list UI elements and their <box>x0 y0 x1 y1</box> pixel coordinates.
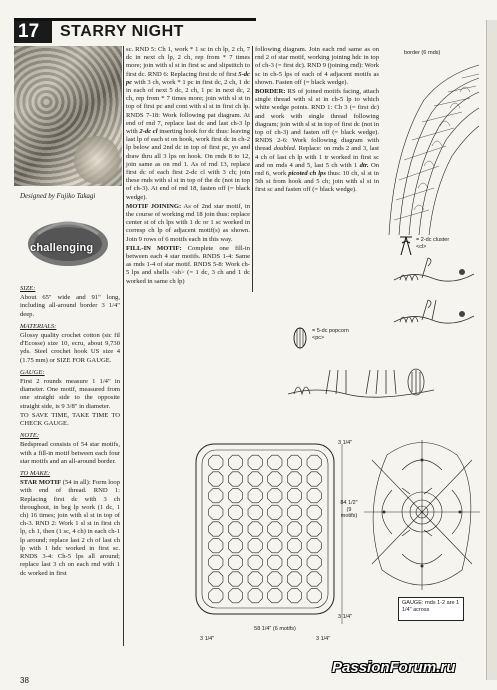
border-text: RS of joined motifs facing, attach single thread with sl st in ch-5 lp to which white wedge points. RND 1: Ch 3 (= first dc) and work with single thread following diagram; join with sl st in top of first dc (not in top of ch-3) and fasten off (= black wedge). RNDS 2-6: Work following diagram with thread <box>255 88 379 153</box>
border-width-lower: 3 1/4" <box>338 614 353 620</box>
star-motif-octagon <box>228 589 242 603</box>
materials-text: Glossy quality crochet cotton (sic fil d'Ecosse) size 10, ecru, about 9,730 yds. Steel crochet hook US size 4 (1.75 mm) or SIZE FOR GAUGE. <box>20 332 120 364</box>
star-motif-octagon <box>248 522 262 536</box>
pattern-title: STARRY NIGHT <box>60 23 184 40</box>
star-motif-octagon <box>209 589 223 603</box>
motif-stitch-diagram <box>362 430 484 596</box>
star-motif-octagon <box>209 505 223 519</box>
dimension-line <box>340 444 344 624</box>
star-motif-octagon <box>209 555 223 569</box>
popcorn-label: = 5-dc popcorn <pc> <box>312 328 349 341</box>
star-motif-text: (54 in all): Form loop with end of thread. RND 1: Replacing first dc with 3 ch throughout, in beg lp work (1 dc, 1 ch) 16 times; join with sl st in top of ch-3. RND 2: Work 1 sl st in first ch lp, ch 1, then (1 sc, 4 ch) in each ch-1 lp around; replace last 2 ch of last ch lp with 1 hdc worked in first sc. RNDS 3-4: Ch-5 lps all around; replace last 3 ch on each rnd with 1 dc worked in first <box>20 479 120 577</box>
star-motif-octagon <box>228 455 242 469</box>
gauge-text: First 2 rounds measure 1 1/4" in diameter. One motif, measured from one straight side to the opposite straight side, is 9 3/8" in diameter. <box>20 378 120 410</box>
note-heading: NOTE: <box>20 432 40 440</box>
star-motif-octagon <box>268 472 282 486</box>
star-motif-octagon <box>209 455 223 469</box>
column-instructions <box>126 46 250 287</box>
column-border <box>255 46 379 196</box>
star-motif-octagon <box>287 522 301 536</box>
star-motif-octagon <box>248 572 262 586</box>
page-number: 38 <box>20 676 29 685</box>
border-stitch-diagram <box>384 60 484 240</box>
gauge-heading: GAUGE: <box>20 368 45 376</box>
cluster-label: = 2-dc cluster <cl> <box>416 237 450 250</box>
star-motif-octagon <box>248 489 262 503</box>
star-motif-octagon <box>307 572 321 586</box>
star-motif-octagon <box>248 589 262 603</box>
bedspread-photo <box>14 46 122 186</box>
star-motif-octagon <box>248 472 262 486</box>
rounds-text: sc. RND 5: Ch 1, work * 1 sc in ch lp, 2 ch, 7 dc in next ch lp, 2 ch, rep from * 7 times more; join with sl st in first sc and slipstitch to first dc. RND 6: Replacing first dc of first <box>126 46 250 78</box>
star-motif-octagon <box>268 522 282 536</box>
star-motif-heading: STAR MOTIF <box>20 479 62 487</box>
border-text-2: Replace: on rnds 2 and 3, last 4 ch of last ch lp with 1 tr worked in first sc and on rnds 4 and 5, last 5 ch with 1 <box>255 145 380 169</box>
rounds-text-2: with 3 ch, work * 1 pc in first dc, 2 ch, 1 dc in each of next 5 dc, 2 ch, 1 pc in next dc, 2 ch, rep from * 7 times more; join with sl st in top of first pc and cont with sl st in first ch lp. RNDS 7-18: Work following pat diagram. At end of rnd 7, replace last dc and last ch-3 lp with <box>126 78 250 136</box>
star-motif-octagon <box>209 472 223 486</box>
size-text: About 65" wide and 91" long, including all-around border 3 1/4" deep. <box>20 294 120 318</box>
border-width-left: 3 1/4" <box>200 636 215 642</box>
star-motif-octagon <box>209 572 223 586</box>
pattern-header <box>14 18 256 42</box>
border-width-top: 3 1/4" <box>338 440 353 446</box>
materials-heading: MATERIALS: <box>20 322 57 330</box>
star-motif-octagon <box>307 472 321 486</box>
doubled-term: doubled. <box>273 145 297 153</box>
star-motif-octagon <box>287 489 301 503</box>
star-motif-octagon <box>248 455 262 469</box>
picoted-term: picoted ch lps <box>288 170 326 178</box>
star-motif-octagon <box>287 572 301 586</box>
rounds-text-3: inserting hook for dc thus: leaving last lp of each st on hook, work first dc in ch-2 lp below and 2nd dc in top of first pc, yo and draw thru all 3 lps on hook. On rnds 8 to 12, join same as on rnd 1. As of rnd 13, replace first dc of each first 2-dc cl with 3 ch; join these rnds with sl st in top of the dc (not in top of ch-3). At end of rnd 18, fasten off (= black wedge). <box>126 128 250 201</box>
page-edge-tab <box>486 20 497 680</box>
dtr-term: dtr. <box>359 161 369 169</box>
pc-term: 5-dc pc <box>126 70 250 86</box>
cluster-steps-illustration <box>392 256 476 336</box>
fill-in-text: Complete one fill-in between each 4 star motifs. RNDS 1-4: Same as rnds 1-4 of star motif. RNDS 5-8: Work ch-5 lps and shells <sh> (= 1 dc, 3 ch and 1 dc worked in same ch lp) <box>126 244 250 285</box>
star-motif-octagon <box>228 539 242 553</box>
motif-joining-text: As of 2nd star motif, in the course of working rnd 18 join thus: replace center st of ch lps with 1 dc or 1 sc worked in corresp ch lp of adjacent motif(s) as shown. Join 9 rows of 6 motifs each in this way. <box>126 202 250 243</box>
star-motif-octagon <box>268 539 282 553</box>
star-motif-octagon <box>287 539 301 553</box>
cluster-symbol <box>398 235 414 257</box>
star-motif-octagon <box>268 505 282 519</box>
to-make-heading: TO MAKE: <box>20 470 51 478</box>
bedspread-schematic <box>192 440 342 618</box>
pattern-number: 17 <box>14 21 52 43</box>
column-divider <box>123 46 124 646</box>
column-divider-2 <box>252 46 253 292</box>
star-motif-octagon <box>228 489 242 503</box>
designer-credit: Designed by Fujiko Takagi <box>20 192 96 200</box>
star-motif-octagon <box>307 489 321 503</box>
star-motif-octagon <box>248 555 262 569</box>
star-motif-octagon <box>228 505 242 519</box>
column-materials <box>20 285 120 579</box>
star-motif-octagon <box>307 522 321 536</box>
width-label: 58 1/4" (6 motifs) <box>254 626 296 632</box>
popcorn-symbol <box>292 326 308 350</box>
popcorn-steps-illustration <box>286 362 436 408</box>
fill-in-heading: FILL-IN MOTIF: <box>126 244 182 252</box>
star-motif-octagon <box>209 489 223 503</box>
star-motif-octagon <box>248 505 262 519</box>
difficulty-badge-label: challenging <box>30 242 94 254</box>
star-motif-octagon <box>209 539 223 553</box>
border-heading: BORDER: <box>255 88 286 96</box>
star-motif-octagon <box>228 555 242 569</box>
star-motif-octagon <box>307 555 321 569</box>
star-motif-octagon <box>307 539 321 553</box>
star-motif-octagon <box>287 555 301 569</box>
star-motif-octagon <box>307 589 321 603</box>
star-motif-octagon <box>268 489 282 503</box>
size-heading: SIZE: <box>20 285 36 292</box>
star-motif-octagon <box>287 505 301 519</box>
border-width-right: 3 1/4" <box>316 636 331 642</box>
border-label: border (6 rnds) <box>404 50 441 56</box>
star-motif-octagon <box>268 555 282 569</box>
star-motif-octagon <box>268 589 282 603</box>
star-motif-octagon <box>228 572 242 586</box>
star-motif-octagon <box>268 455 282 469</box>
star-motif-octagon <box>209 522 223 536</box>
star-motif-octagon <box>228 522 242 536</box>
gauge-box: GAUGE: rnds 1-2 are 1 1/4" across <box>398 597 464 621</box>
star-motif-octagon <box>268 572 282 586</box>
watermark: PassionForum.ru <box>332 659 456 676</box>
border-text-4: thus: 10 ch, sl st in 5th st from hook and 5 ch; join with sl st in first sc and fasten off (= black wedge). <box>255 170 379 194</box>
star-motif-octagon <box>228 472 242 486</box>
star-motif-octagon <box>307 505 321 519</box>
star-motif-octagon <box>307 455 321 469</box>
fill-in-continued: following diagram. Join each rnd same as on rnd 2 of star motif, working joining hdc in top of ch-3 (= first dc). RND 9 (joining rnd): Work sc in ch-5 lps of each of 4 adjacent motifs as shown. Fasten off (= black wedge). <box>255 46 379 86</box>
cl-term: 2-dc cl <box>139 128 158 136</box>
star-motif-octagon <box>287 472 301 486</box>
border-text-3: On rnd 6, work <box>255 161 379 178</box>
star-motif-octagon <box>287 589 301 603</box>
gauge-caps: TO SAVE TIME, TAKE TIME TO CHECK GAUGE. <box>20 411 120 428</box>
motif-joining-heading: MOTIF JOINING: <box>126 202 182 210</box>
length-label: 84 1/2" (9 motifs) <box>340 500 358 519</box>
star-motif-octagon <box>287 455 301 469</box>
star-motif-octagon <box>248 539 262 553</box>
note-text: Bedspread consists of 54 star motifs, with a fill-in motif between each four star motifs and an all-around border. <box>20 441 120 465</box>
